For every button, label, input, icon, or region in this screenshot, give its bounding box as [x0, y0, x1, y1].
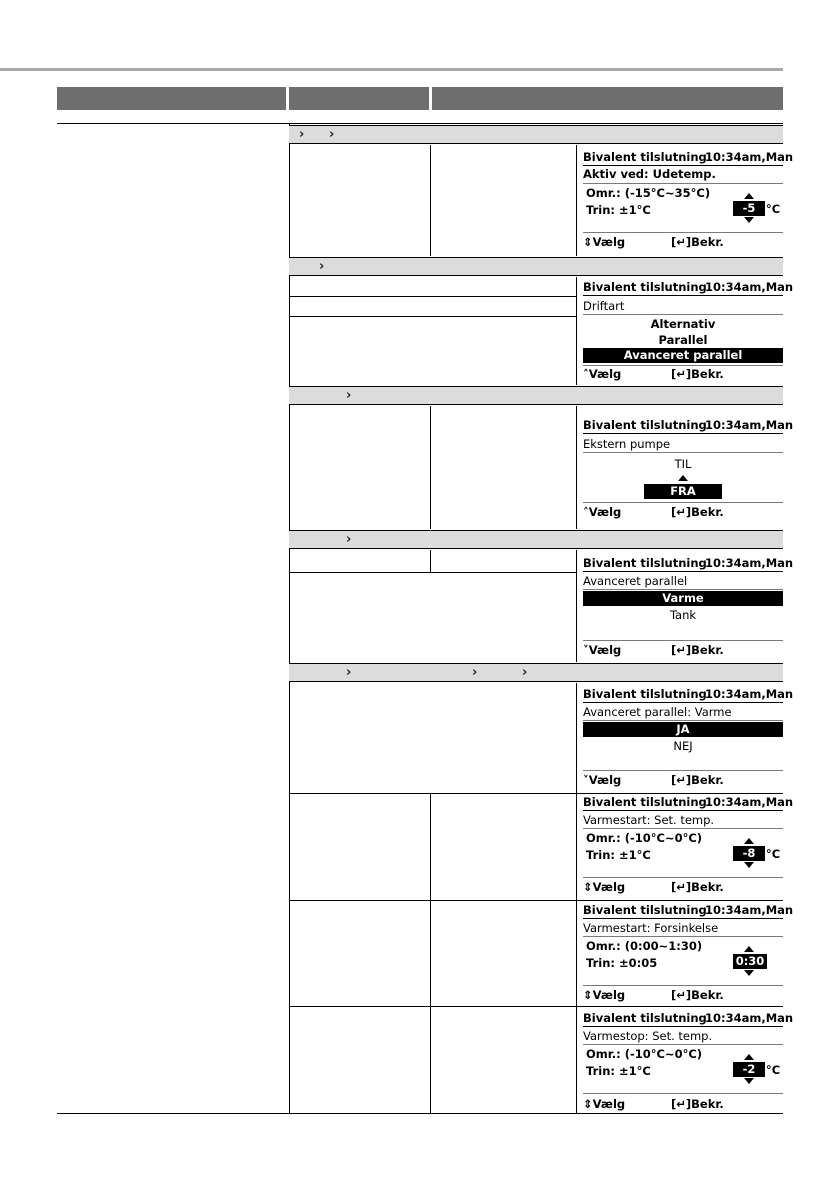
range-text: Omr.: (-10°C~0°C) — [586, 1047, 703, 1061]
option-no[interactable]: NEJ — [673, 739, 693, 753]
screen-subtitle: Driftart — [583, 299, 625, 313]
screen-subtitle: Avanceret parallel: Varme — [583, 705, 732, 719]
arrow-up-icon — [744, 838, 754, 844]
grid-line — [576, 406, 577, 529]
confirm-hint: [↵]Bekr. — [671, 1097, 724, 1111]
value-box[interactable]: -8 — [733, 846, 765, 861]
lcd-screen-heat-start-delay — [583, 903, 794, 1003]
option-heating[interactable]: Varme — [583, 591, 783, 606]
grid-line — [576, 277, 577, 385]
screen-time: 10:34am,Man — [705, 150, 794, 164]
grid-line — [289, 793, 783, 794]
screen-subtitle: Ekstern pumpe — [583, 437, 671, 451]
table-header-col1 — [57, 87, 286, 110]
chevron-right-icon: › — [299, 127, 305, 142]
screen-title: Bivalent tilslutning — [583, 418, 707, 432]
grid-line — [289, 900, 783, 901]
chevron-right-icon: › — [346, 665, 352, 680]
confirm-hint: [↵]Bekr. — [671, 643, 724, 657]
option-tank[interactable]: Tank — [669, 608, 697, 622]
grid-line — [289, 316, 576, 317]
lcd-screen-external-pump — [583, 418, 794, 522]
breadcrumb-row-1 — [289, 125, 783, 144]
arrow-up-icon — [678, 475, 688, 481]
breadcrumb-row-5 — [289, 663, 783, 682]
screen-title: Bivalent tilslutning — [583, 280, 707, 294]
screen-time: 10:34am,Man — [705, 418, 794, 432]
confirm-hint: [↵]Bekr. — [671, 235, 724, 249]
table-bottom-rule — [57, 1113, 783, 1114]
chevron-right-icon: › — [522, 665, 528, 680]
grid-line — [576, 683, 577, 793]
step-text: Trin: ±1°C — [586, 1064, 651, 1078]
step-text: Trin: ±1°C — [586, 203, 651, 217]
arrow-up-icon — [744, 1054, 754, 1060]
screen-time: 10:34am,Man — [705, 280, 794, 294]
step-text: Trin: ±1°C — [586, 848, 651, 862]
grid-line — [576, 550, 577, 662]
option-on[interactable]: TIL — [674, 457, 692, 471]
grid-line — [430, 550, 431, 572]
screen-time: 10:34am,Man — [705, 1011, 794, 1025]
grid-line — [430, 145, 431, 256]
select-hint: ⇕Vælg — [583, 1097, 626, 1111]
confirm-hint: [↵]Bekr. — [671, 880, 724, 894]
option-off[interactable]: FRA — [644, 484, 722, 499]
unit-label: °C — [766, 1063, 781, 1077]
screen-subtitle: Varmestart: Set. temp. — [583, 813, 715, 827]
chevron-right-icon: › — [346, 388, 352, 403]
lcd-screen-heat-stop-temp — [583, 1011, 794, 1111]
screen-time: 10:34am,Man — [705, 795, 794, 809]
arrow-down-icon — [744, 1078, 754, 1084]
screen-subtitle: Aktiv ved: Udetemp. — [583, 167, 716, 181]
arrow-down-icon — [744, 970, 754, 976]
select-hint: ⇕Vælg — [583, 988, 626, 1002]
screen-title: Bivalent tilslutning — [583, 1011, 707, 1025]
table-header-col3 — [432, 87, 783, 110]
select-hint: ˄Vælg — [583, 367, 622, 381]
breadcrumb-row-4 — [289, 530, 783, 549]
select-hint: ˅Vælg — [583, 643, 622, 657]
arrow-down-icon — [744, 217, 754, 223]
value-box[interactable]: 0:30 — [733, 954, 767, 969]
chevron-right-icon: › — [346, 532, 352, 547]
option-parallel[interactable]: Parallel — [658, 333, 708, 347]
option-alternative[interactable]: Alternativ — [650, 317, 716, 331]
unit-label: °C — [766, 847, 781, 861]
value-box[interactable]: -5 — [733, 201, 765, 216]
value-box[interactable]: -2 — [733, 1062, 765, 1077]
range-text: Omr.: (0:00~1:30) — [586, 939, 703, 953]
confirm-hint: [↵]Bekr. — [671, 367, 724, 381]
select-hint: ⇕Vælg — [583, 880, 626, 894]
select-hint: ⇕Vælg — [583, 235, 626, 249]
page-top-rule — [0, 68, 783, 71]
screen-subtitle: Avanceret parallel — [583, 574, 688, 588]
lcd-screen-advanced-parallel — [583, 556, 794, 657]
breadcrumb-row-3 — [289, 386, 783, 405]
option-yes[interactable]: JA — [583, 722, 783, 737]
lcd-screen-advanced-parallel-heating — [583, 687, 794, 787]
chevron-right-icon: › — [319, 259, 325, 274]
screen-title: Bivalent tilslutning — [583, 687, 707, 701]
lcd-screen-heat-start-temp — [583, 795, 794, 895]
range-text: Omr.: (-15°C~35°C) — [586, 186, 711, 200]
arrow-up-icon — [744, 193, 754, 199]
confirm-hint: [↵]Bekr. — [671, 773, 724, 787]
screen-time: 10:34am,Man — [705, 687, 794, 701]
select-hint: ˅Vælg — [583, 773, 622, 787]
breadcrumb-row-2 — [289, 257, 783, 276]
grid-line — [289, 296, 576, 297]
confirm-hint: [↵]Bekr. — [671, 988, 724, 1002]
table-header-col2 — [289, 87, 429, 110]
screen-subtitle: Varmestart: Forsinkelse — [583, 921, 719, 935]
arrow-up-icon — [744, 946, 754, 952]
option-advanced-parallel[interactable]: Avanceret parallel — [583, 348, 783, 363]
grid-line — [576, 793, 577, 1113]
unit-label: °C — [766, 202, 781, 216]
arrow-down-icon — [744, 862, 754, 868]
table-top-rule — [57, 123, 783, 124]
grid-line — [576, 145, 577, 256]
select-hint: ˄Vælg — [583, 505, 622, 519]
grid-line — [430, 406, 431, 529]
chevron-right-icon: › — [329, 127, 335, 142]
grid-line — [289, 572, 576, 573]
screen-title: Bivalent tilslutning — [583, 795, 707, 809]
screen-title: Bivalent tilslutning — [583, 903, 707, 917]
range-text: Omr.: (-10°C~0°C) — [586, 831, 703, 845]
grid-line — [430, 793, 431, 1113]
lcd-screen-operation-mode — [583, 280, 794, 382]
grid-line — [289, 1006, 783, 1007]
screen-title: Bivalent tilslutning — [583, 556, 707, 570]
chevron-right-icon: › — [472, 665, 478, 680]
screen-title: Bivalent tilslutning — [583, 150, 707, 164]
step-text: Trin: ±0:05 — [586, 956, 658, 970]
screen-subtitle: Varmestop: Set. temp. — [583, 1029, 713, 1043]
confirm-hint: [↵]Bekr. — [671, 505, 724, 519]
screen-time: 10:34am,Man — [705, 556, 794, 570]
lcd-screen-outdoor-temp — [583, 150, 794, 250]
screen-time: 10:34am,Man — [705, 903, 794, 917]
